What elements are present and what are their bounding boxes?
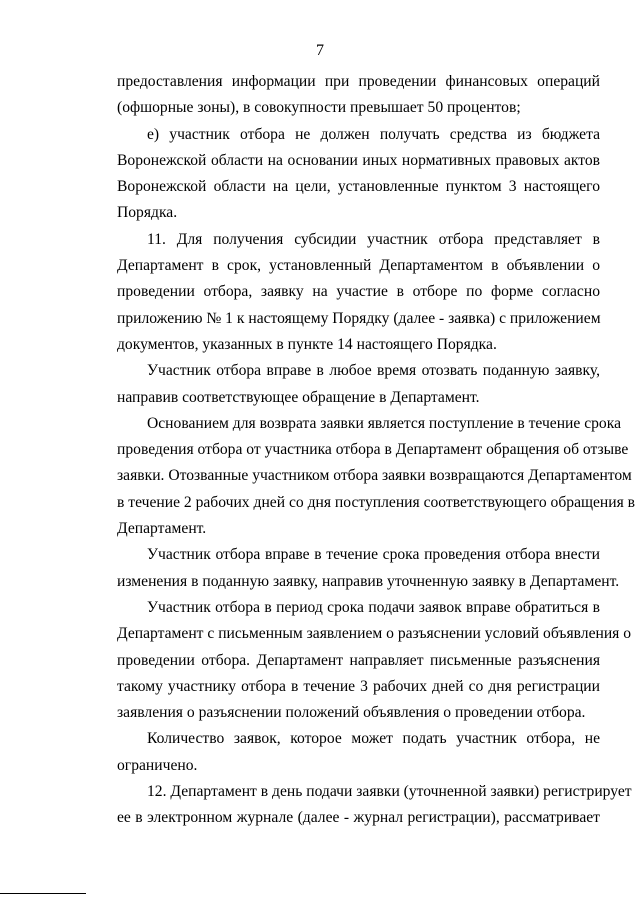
text-line: 11. Для получения субсидии участник отбора представляет в — [147, 230, 600, 248]
text-line: Департамент с письменным заявлением о разъяснении условий объявления о — [117, 625, 632, 643]
text-line: Участник отбора вправе в течение срока проведения отбора внести — [147, 546, 600, 564]
text-line: ее в электронном журнале (далее - журнал регистрации), рассматривает — [117, 809, 600, 827]
text-line: такому участнику отбора в течение 3 рабочих дней со дня регистрации — [117, 677, 600, 695]
text-line: изменения в поданную заявку, направив уточненную заявку в Департамент. — [117, 572, 620, 590]
text-line: проведения отбора от участника отбора в Департамент обращения об отзыве — [117, 441, 629, 459]
text-line: Количество заявок, которое может подать участник отбора, не — [147, 730, 600, 748]
text-line: направив соответствующее обращение в Департамент. — [117, 388, 480, 406]
footer-divider — [0, 893, 86, 894]
text-line: предоставления информации при проведении финансовых операций — [117, 73, 600, 90]
text-line: в течение 2 рабочих дней со дня поступления соответствующего обращения в — [117, 493, 636, 511]
text-line: Участник отбора в период срока подачи заявок вправе обратиться в — [147, 598, 600, 616]
document-body — [117, 69, 636, 832]
text-line: проведении отбора. Департамент направляет письменные разъяснения — [117, 651, 600, 669]
text-line: Воронежской области на основании иных нормативных правовых актов — [117, 151, 600, 169]
text-line: документов, указанных в пункте 14 настоящего Порядка. — [117, 335, 497, 353]
text-line: Департамент. — [117, 520, 207, 538]
text-line: Воронежской области на цели, установленные пунктом 3 настоящего — [117, 178, 600, 196]
text-line: заявления о разъяснении положений объявления о проведении отбора. — [117, 704, 586, 722]
text-line: Участник отбора вправе в любое время отозвать поданную заявку, — [147, 362, 600, 380]
text-line: е) участник отбора не должен получать средства из бюджета — [147, 125, 600, 143]
page-number: 7 — [316, 42, 324, 59]
text-line: 12. Департамент в день подачи заявки (уточненной заявки) регистрирует — [147, 783, 632, 801]
text-line: заявки. Отозванные участником отбора заявки возвращаются Департаментом — [117, 467, 632, 485]
text-line: (офшорные зоны), в совокупности превышает 50 процентов; — [117, 99, 521, 117]
text-line: Департамент в срок, установленный Департаментом в объявлении о — [117, 257, 600, 275]
text-line: ограничено. — [117, 756, 198, 774]
text-line: Основанием для возврата заявки является поступление в течение срока — [147, 414, 621, 432]
text-line: Порядка. — [117, 204, 178, 222]
text-line: приложению № 1 к настоящему Порядку (далее - заявка) с приложением — [117, 309, 601, 327]
text-line: проведении отбора, заявку на участие в отборе по форме согласно — [117, 283, 600, 301]
